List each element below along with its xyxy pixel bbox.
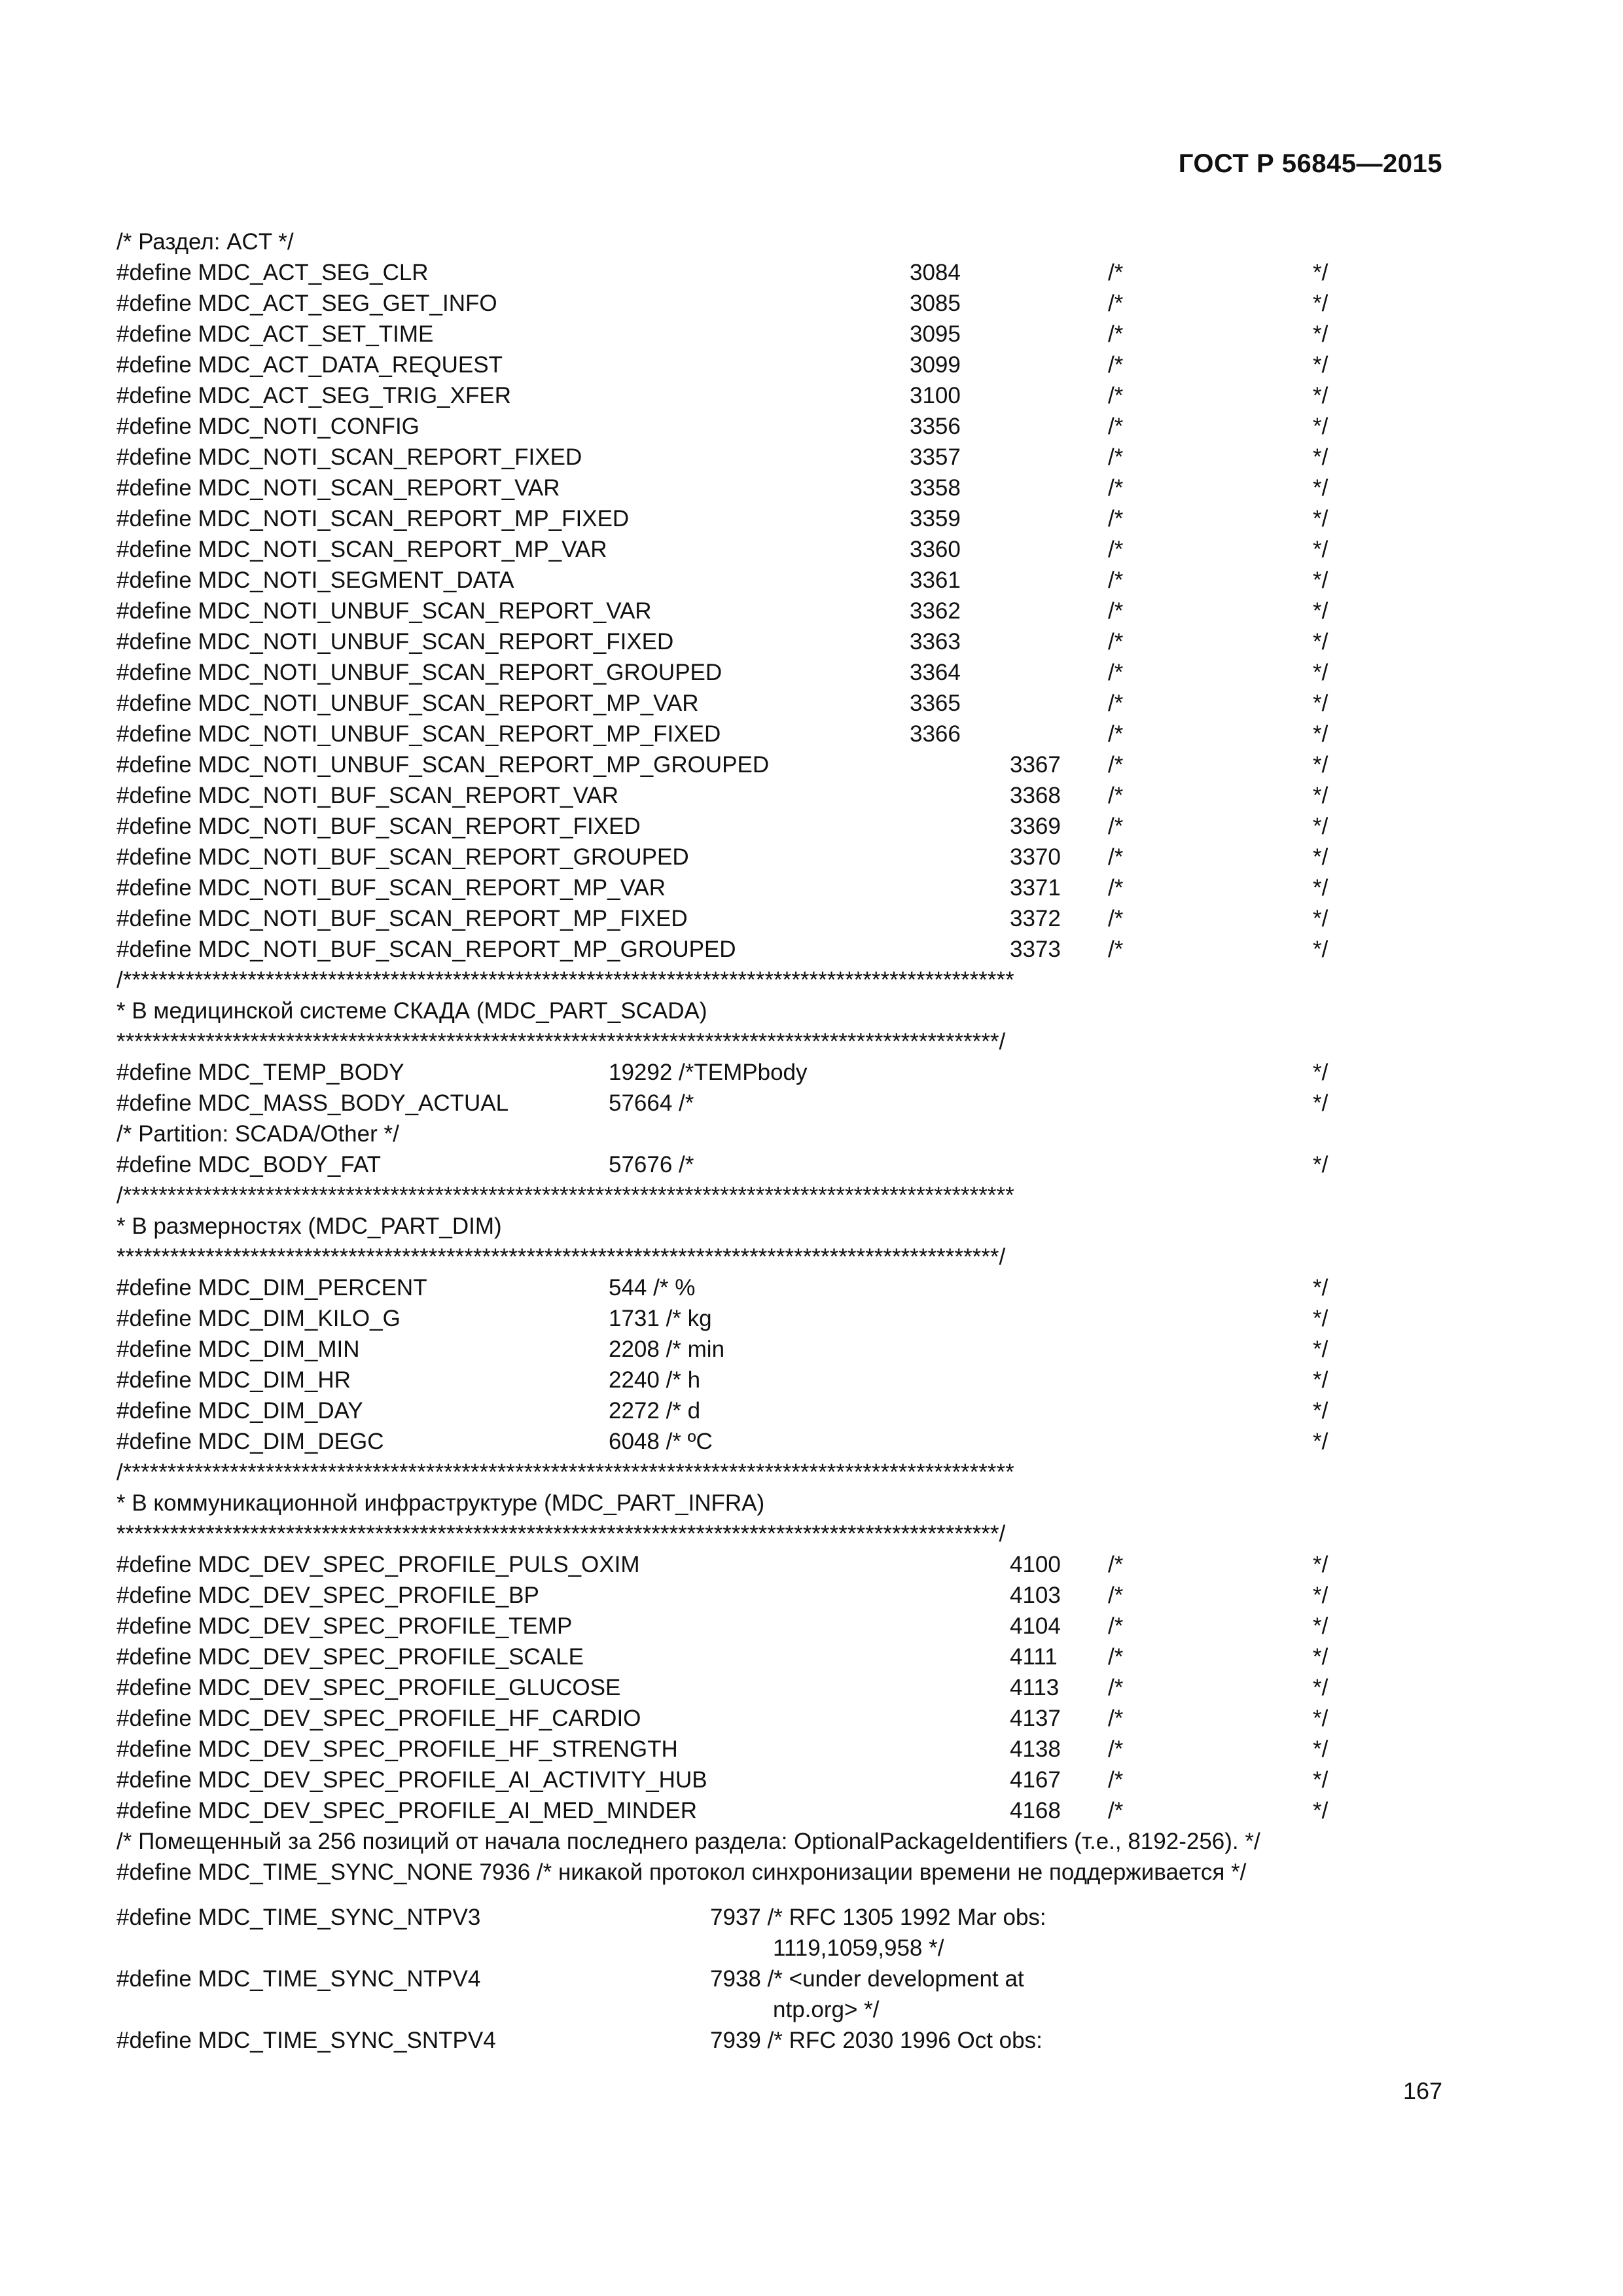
offset-note: /* Помещенный за 256 позиций от начала последнего раздела: OptionalPackageIdentifiers (т.е., 8192-256). */ xyxy=(116,1829,1260,1854)
page-number: 167 xyxy=(1402,2077,1442,2104)
comment-close: */ xyxy=(1313,875,1329,901)
define-row xyxy=(116,934,1445,965)
comment-close: */ xyxy=(1313,1429,1329,1454)
define-value: 2272 /* d xyxy=(609,1398,701,1424)
define-name: #define MDC_NOTI_SCAN_REPORT_MP_FIXED xyxy=(116,506,630,531)
define-row xyxy=(116,380,1445,411)
define-continuation xyxy=(116,1994,1445,2025)
comment-close: */ xyxy=(1313,291,1329,316)
comment-close: */ xyxy=(1313,1090,1329,1116)
define-name: #define MDC_NOTI_UNBUF_SCAN_REPORT_MP_VAR xyxy=(116,691,699,716)
define-row xyxy=(116,473,1445,503)
comment-close: */ xyxy=(1313,506,1329,531)
comment-open: /* xyxy=(1108,1706,1124,1731)
define-value-continued: 1119,1059,958 */ xyxy=(773,1935,944,1961)
define-value: 3084 xyxy=(910,260,961,285)
define-name: #define MDC_DEV_SPEC_PROFILE_SCALE xyxy=(116,1644,584,1670)
define-value: 3100 xyxy=(910,383,961,408)
comment-close: */ xyxy=(1313,1306,1329,1331)
comment-open: /* xyxy=(1108,383,1124,408)
comment-open: /* xyxy=(1108,1552,1124,1577)
define-row xyxy=(116,749,1445,780)
define-value: 4167 xyxy=(1010,1767,1061,1793)
define-value: 3368 xyxy=(1010,783,1061,808)
define-name: #define MDC_NOTI_BUF_SCAN_REPORT_GROUPED xyxy=(116,844,689,870)
comment-open: /* xyxy=(1108,291,1124,316)
infra-define-list xyxy=(116,1549,1445,1826)
define-name: #define MDC_DIM_HR xyxy=(116,1367,351,1393)
comment-open: /* xyxy=(1108,906,1124,931)
define-value: 3359 xyxy=(910,506,961,531)
define-row xyxy=(116,1303,1445,1334)
define-name: #define MDC_TEMP_BODY xyxy=(116,1060,404,1085)
define-name: #define MDC_NOTI_BUF_SCAN_REPORT_VAR xyxy=(116,783,619,808)
define-name: #define MDC_BODY_FAT xyxy=(116,1152,381,1177)
dim-define-list xyxy=(116,1272,1445,1457)
define-row xyxy=(116,1395,1445,1426)
define-row xyxy=(116,1149,1445,1180)
define-value: 3360 xyxy=(910,537,961,562)
define-name: #define MDC_TIME_SYNC_SNTPV4 xyxy=(116,2028,496,2053)
define-value: 3367 xyxy=(1010,752,1061,778)
define-continuation xyxy=(116,1933,1445,1964)
define-name: #define MDC_NOTI_BUF_SCAN_REPORT_MP_FIXED xyxy=(116,906,688,931)
comment-close: */ xyxy=(1313,352,1329,378)
define-name: #define MDC_TIME_SYNC_NTPV4 xyxy=(116,1966,481,1992)
define-row xyxy=(116,688,1445,719)
comment-open: /* xyxy=(1108,844,1124,870)
define-row xyxy=(116,411,1445,442)
define-value: 3363 xyxy=(910,629,961,655)
comment-close: */ xyxy=(1313,1644,1329,1670)
define-value: 4103 xyxy=(1010,1583,1061,1608)
comment-close: */ xyxy=(1313,906,1329,931)
comment-open: /* xyxy=(1108,937,1124,962)
define-name: #define MDC_ACT_DATA_REQUEST xyxy=(116,352,503,378)
comment-open: /* xyxy=(1108,691,1124,716)
comment-open: /* xyxy=(1108,1736,1124,1762)
define-row xyxy=(116,442,1445,473)
define-name: #define MDC_NOTI_SCAN_REPORT_MP_VAR xyxy=(116,537,607,562)
define-name: #define MDC_MASS_BODY_ACTUAL xyxy=(116,1090,509,1116)
define-row xyxy=(116,1902,1445,1933)
comment-close: */ xyxy=(1313,814,1329,839)
define-row xyxy=(116,1734,1445,1765)
define-name: #define MDC_ACT_SET_TIME xyxy=(116,321,434,347)
comment-block-close: ***************************************************************************************************/ xyxy=(116,1521,1006,1547)
comment-open: /* xyxy=(1108,260,1124,285)
comment-close: */ xyxy=(1313,1275,1329,1300)
define-row xyxy=(116,1641,1445,1672)
act-section-comment: /* Раздел: ACT */ xyxy=(116,229,294,255)
define-row xyxy=(116,1964,1445,1994)
comment-open: /* xyxy=(1108,598,1124,624)
comment-close: */ xyxy=(1313,1552,1329,1577)
define-row xyxy=(116,350,1445,380)
comment-close: */ xyxy=(1313,1060,1329,1085)
comment-open: /* xyxy=(1108,567,1124,593)
act-define-list xyxy=(116,257,1445,749)
comment-close: */ xyxy=(1313,1675,1329,1700)
comment-close: */ xyxy=(1313,260,1329,285)
partition-comment: /* Partition: SCADA/Other */ xyxy=(116,1121,399,1147)
comment-close: */ xyxy=(1313,937,1329,962)
define-row xyxy=(116,288,1445,319)
define-value: 1731 /* kg xyxy=(609,1306,712,1331)
comment-block-open: /**************************************************************************************************** xyxy=(116,1183,1014,1208)
define-name: #define MDC_DIM_DAY xyxy=(116,1398,363,1424)
comment-open: /* xyxy=(1108,1613,1124,1639)
define-row xyxy=(116,657,1445,688)
comment-close: */ xyxy=(1313,383,1329,408)
comment-open: /* xyxy=(1108,721,1124,747)
define-name: #define MDC_ACT_SEG_GET_INFO xyxy=(116,291,497,316)
comment-close: */ xyxy=(1313,1798,1329,1823)
comment-block-open: /**************************************************************************************************** xyxy=(116,967,1014,993)
comment-close: */ xyxy=(1313,1398,1329,1424)
define-value: 3099 xyxy=(910,352,961,378)
comment-close: */ xyxy=(1313,321,1329,347)
comment-close: */ xyxy=(1313,1736,1329,1762)
scada-section-title: * В медицинской системе СКАДА (MDC_PART_SCADA) xyxy=(116,998,707,1024)
comment-open: /* xyxy=(1108,1583,1124,1608)
infra-section-title: * В коммуникационной инфраструктуре (MDC_PART_INFRA) xyxy=(116,1490,765,1516)
comment-close: */ xyxy=(1313,567,1329,593)
comment-close: */ xyxy=(1313,1613,1329,1639)
define-row xyxy=(116,1057,1445,1088)
comment-open: /* xyxy=(1108,1767,1124,1793)
comment-close: */ xyxy=(1313,414,1329,439)
define-value: 57676 /* xyxy=(609,1152,694,1177)
comment-open: /* xyxy=(1108,875,1124,901)
act-define-list-shifted xyxy=(116,749,1445,965)
define-value: 3362 xyxy=(910,598,961,624)
define-row xyxy=(116,1580,1445,1611)
comment-open: /* xyxy=(1108,752,1124,778)
define-value-continued: ntp.org> */ xyxy=(773,1997,880,2022)
define-value: 6048 /* ºC xyxy=(609,1429,713,1454)
define-row xyxy=(116,1365,1445,1395)
comment-block-close: ***************************************************************************************************/ xyxy=(116,1244,1006,1270)
define-name: #define MDC_ACT_SEG_TRIG_XFER xyxy=(116,383,511,408)
define-value: 7939 /* RFC 2030 1996 Oct obs: xyxy=(710,2028,1043,2053)
define-row xyxy=(116,1426,1445,1457)
define-name: #define MDC_NOTI_BUF_SCAN_REPORT_FIXED xyxy=(116,814,641,839)
comment-close: */ xyxy=(1313,444,1329,470)
define-value: 3370 xyxy=(1010,844,1061,870)
define-name: #define MDC_NOTI_UNBUF_SCAN_REPORT_GROUPED xyxy=(116,660,722,685)
define-row xyxy=(116,1272,1445,1303)
define-name: #define MDC_DEV_SPEC_PROFILE_BP xyxy=(116,1583,539,1608)
comment-open: /* xyxy=(1108,537,1124,562)
sync-none-define: #define MDC_TIME_SYNC_NONE 7936 /* никакой протокол синхронизации времени не поддерживается */ xyxy=(116,1859,1247,1885)
define-value: 4137 xyxy=(1010,1706,1061,1731)
define-value: 4138 xyxy=(1010,1736,1061,1762)
define-row xyxy=(116,780,1445,811)
define-row xyxy=(116,1611,1445,1641)
comment-close: */ xyxy=(1313,783,1329,808)
define-row xyxy=(116,872,1445,903)
define-value: 3371 xyxy=(1010,875,1061,901)
comment-close: */ xyxy=(1313,1706,1329,1731)
define-value: 2208 /* min xyxy=(609,1336,725,1362)
define-name: #define MDC_DEV_SPEC_PROFILE_GLUCOSE xyxy=(116,1675,621,1700)
comment-open: /* xyxy=(1108,414,1124,439)
define-name: #define MDC_DEV_SPEC_PROFILE_PULS_OXIM xyxy=(116,1552,640,1577)
define-row xyxy=(116,534,1445,565)
define-value: 19292 /*TEMPbody xyxy=(609,1060,808,1085)
define-row xyxy=(116,1703,1445,1734)
define-row xyxy=(116,1549,1445,1580)
define-name: #define MDC_NOTI_CONFIG xyxy=(116,414,419,439)
comment-close: */ xyxy=(1313,1336,1329,1362)
define-name: #define MDC_NOTI_UNBUF_SCAN_REPORT_MP_GROUPED xyxy=(116,752,770,778)
define-row xyxy=(116,2025,1445,2056)
define-row xyxy=(116,596,1445,626)
define-value: 3361 xyxy=(910,567,961,593)
comment-close: */ xyxy=(1313,844,1329,870)
comment-open: /* xyxy=(1108,1644,1124,1670)
comment-close: */ xyxy=(1313,660,1329,685)
define-value: 3369 xyxy=(1010,814,1061,839)
comment-close: */ xyxy=(1313,721,1329,747)
comment-open: /* xyxy=(1108,629,1124,655)
define-name: #define MDC_DEV_SPEC_PROFILE_TEMP xyxy=(116,1613,573,1639)
comment-open: /* xyxy=(1108,1798,1124,1823)
define-row xyxy=(116,811,1445,842)
define-value: 3085 xyxy=(910,291,961,316)
define-row xyxy=(116,1795,1445,1826)
define-name: #define MDC_NOTI_UNBUF_SCAN_REPORT_MP_FIXED xyxy=(116,721,721,747)
comment-close: */ xyxy=(1313,1583,1329,1608)
define-name: #define MDC_DIM_KILO_G xyxy=(116,1306,401,1331)
define-row xyxy=(116,257,1445,288)
define-name: #define MDC_NOTI_UNBUF_SCAN_REPORT_VAR xyxy=(116,598,652,624)
define-name: #define MDC_DEV_SPEC_PROFILE_AI_MED_MINDER xyxy=(116,1798,697,1823)
define-value: 4168 xyxy=(1010,1798,1061,1823)
define-value: 4111 xyxy=(1010,1644,1058,1670)
define-value: 3365 xyxy=(910,691,961,716)
define-name: #define MDC_TIME_SYNC_NTPV3 xyxy=(116,1905,481,1930)
comment-block-open: /**************************************************************************************************** xyxy=(116,1460,1014,1485)
define-value: 3373 xyxy=(1010,937,1061,962)
define-row xyxy=(116,1088,1445,1119)
define-value: 3364 xyxy=(910,660,961,685)
document-id-header: ГОСТ Р 56845—2015 xyxy=(1178,149,1442,178)
comment-open: /* xyxy=(1108,475,1124,501)
define-value: 7937 /* RFC 1305 1992 Mar obs: xyxy=(710,1905,1046,1930)
define-row xyxy=(116,842,1445,872)
define-row xyxy=(116,1765,1445,1795)
comment-open: /* xyxy=(1108,506,1124,531)
define-name: #define MDC_ACT_SEG_CLR xyxy=(116,260,429,285)
define-name: #define MDC_DIM_DEGC xyxy=(116,1429,384,1454)
define-value: 4113 xyxy=(1010,1675,1060,1700)
define-name: #define MDC_DEV_SPEC_PROFILE_HF_STRENGTH xyxy=(116,1736,678,1762)
define-value: 4100 xyxy=(1010,1552,1061,1577)
define-value: 3357 xyxy=(910,444,961,470)
define-name: #define MDC_NOTI_BUF_SCAN_REPORT_MP_VAR xyxy=(116,875,666,901)
define-name: #define MDC_NOTI_SEGMENT_DATA xyxy=(116,567,514,593)
define-name: #define MDC_DEV_SPEC_PROFILE_HF_CARDIO xyxy=(116,1706,641,1731)
comment-close: */ xyxy=(1313,1367,1329,1393)
define-name: #define MDC_NOTI_UNBUF_SCAN_REPORT_FIXED xyxy=(116,629,674,655)
define-name: #define MDC_DEV_SPEC_PROFILE_AI_ACTIVITY_HUB xyxy=(116,1767,707,1793)
define-value: 2240 /* h xyxy=(609,1367,701,1393)
comment-close: */ xyxy=(1313,629,1329,655)
comment-open: /* xyxy=(1108,1675,1124,1700)
define-value: 3356 xyxy=(910,414,961,439)
define-row xyxy=(116,503,1445,534)
dim-section-title: * В размерностях (MDC_PART_DIM) xyxy=(116,1213,502,1239)
comment-open: /* xyxy=(1108,352,1124,378)
comment-open: /* xyxy=(1108,660,1124,685)
define-row xyxy=(116,565,1445,596)
scada-define-list xyxy=(116,1057,1445,1119)
define-row xyxy=(116,719,1445,749)
comment-close: */ xyxy=(1313,1767,1329,1793)
define-name: #define MDC_DIM_MIN xyxy=(116,1336,360,1362)
comment-open: /* xyxy=(1108,321,1124,347)
define-value: 7938 /* <under development at xyxy=(710,1966,1024,1992)
define-value: 544 /* % xyxy=(609,1275,696,1300)
comment-close: */ xyxy=(1313,537,1329,562)
define-row xyxy=(116,1334,1445,1365)
define-value: 57664 /* xyxy=(609,1090,694,1116)
code-listing xyxy=(116,226,1445,2056)
comment-block-close: ***************************************************************************************************/ xyxy=(116,1029,1006,1054)
define-row xyxy=(116,1672,1445,1703)
define-value: 3372 xyxy=(1010,906,1061,931)
define-name: #define MDC_NOTI_SCAN_REPORT_FIXED xyxy=(116,444,582,470)
define-value: 3095 xyxy=(910,321,961,347)
comment-close: */ xyxy=(1313,691,1329,716)
define-value: 4104 xyxy=(1010,1613,1061,1639)
comment-open: /* xyxy=(1108,783,1124,808)
comment-close: */ xyxy=(1313,475,1329,501)
define-row xyxy=(116,626,1445,657)
define-name: #define MDC_NOTI_BUF_SCAN_REPORT_MP_GROUPED xyxy=(116,937,736,962)
comment-open: /* xyxy=(1108,814,1124,839)
define-name: #define MDC_NOTI_SCAN_REPORT_VAR xyxy=(116,475,560,501)
comment-close: */ xyxy=(1313,752,1329,778)
define-row xyxy=(116,319,1445,350)
comment-open: /* xyxy=(1108,444,1124,470)
define-value: 3358 xyxy=(910,475,961,501)
comment-close: */ xyxy=(1313,1152,1329,1177)
define-value: 3366 xyxy=(910,721,961,747)
define-name: #define MDC_DIM_PERCENT xyxy=(116,1275,427,1300)
comment-close: */ xyxy=(1313,598,1329,624)
define-row xyxy=(116,903,1445,934)
